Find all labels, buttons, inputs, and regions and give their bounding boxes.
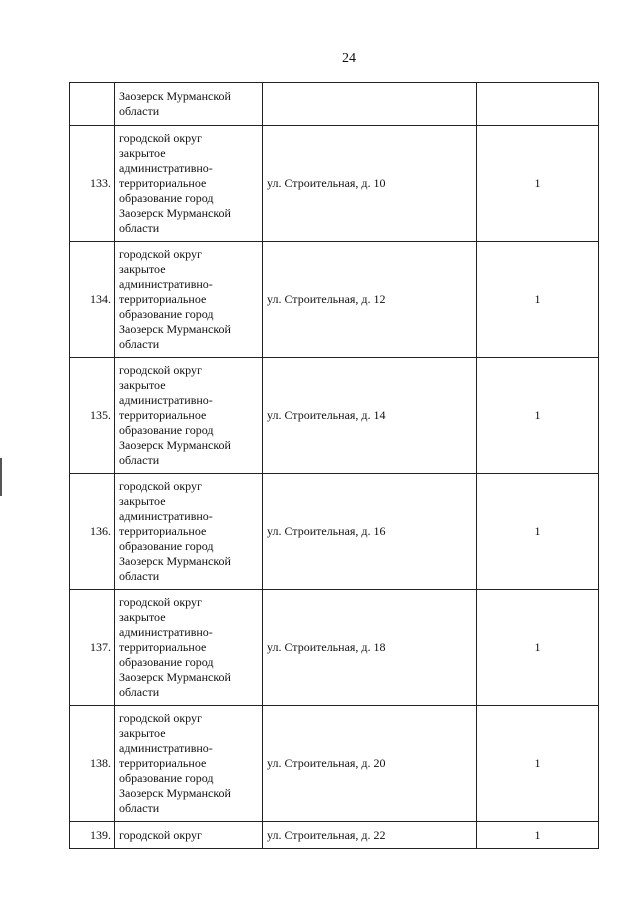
quantity-cell: 1: [477, 590, 599, 706]
municipality-line: образование город: [119, 655, 214, 669]
municipality-line: административно-: [119, 277, 213, 291]
quantity-cell: 1: [477, 242, 599, 358]
table-row: [70, 706, 599, 822]
municipality-cell: [115, 83, 263, 126]
municipality-line: городской округ: [119, 827, 202, 842]
municipality-line: административно-: [119, 161, 213, 175]
row-number-cell: 135.: [70, 358, 115, 474]
municipality-line: образование город: [119, 423, 214, 437]
address-cell: ул. Строительная, д. 20: [263, 706, 477, 822]
row-number-cell: 137.: [70, 590, 115, 706]
municipality-line: Заозерск Мурманской: [119, 670, 231, 684]
municipality-line: административно-: [119, 741, 213, 755]
municipality-line: Заозерск Мурманской: [119, 206, 231, 220]
municipality-line: Заозерск Мурманской: [119, 322, 231, 336]
municipality-line: Заозерск Мурманской: [119, 89, 231, 103]
municipality-cell: [115, 126, 263, 242]
row-number-cell: 133.: [70, 126, 115, 242]
municipality-line: области: [119, 685, 160, 699]
municipality-line: территориальное: [119, 756, 207, 770]
municipality-line: территориальное: [119, 524, 207, 538]
quantity-cell: [477, 83, 599, 126]
municipality-line: закрытое: [119, 494, 166, 508]
municipality-line: образование город: [119, 307, 214, 321]
page-number: 24: [342, 51, 356, 66]
address-cell: ул. Строительная, д. 10: [263, 126, 477, 242]
table-row: [70, 126, 599, 242]
municipality-line: области: [119, 337, 160, 351]
municipality-line: закрытое: [119, 378, 166, 392]
table-row: [70, 242, 599, 358]
address-cell: ул. Строительная, д. 22: [263, 822, 477, 849]
municipality-line: территориальное: [119, 292, 207, 306]
table-row: [70, 590, 599, 706]
municipality-line: области: [119, 221, 160, 235]
municipality-line: городской округ: [119, 595, 202, 609]
municipality-line: закрытое: [119, 610, 166, 624]
table-row-last: [70, 822, 599, 849]
table-row: [70, 474, 599, 590]
address-cell: [263, 83, 477, 126]
municipality-line: образование город: [119, 539, 214, 553]
address-cell: ул. Строительная, д. 16: [263, 474, 477, 590]
municipality-cell: [115, 822, 263, 849]
municipality-line: области: [119, 569, 160, 583]
municipality-line: области: [119, 801, 160, 815]
municipality-line: образование город: [119, 771, 214, 785]
municipality-line: Заозерск Мурманской: [119, 438, 231, 452]
address-cell: ул. Строительная, д. 14: [263, 358, 477, 474]
municipality-cell: [115, 590, 263, 706]
row-number-cell: 136.: [70, 474, 115, 590]
municipality-line: области: [119, 453, 160, 467]
municipality-line: административно-: [119, 509, 213, 523]
registry-table-body: [70, 83, 599, 849]
table-row: [70, 358, 599, 474]
row-number-cell: 134.: [70, 242, 115, 358]
municipality-line: территориальное: [119, 408, 207, 422]
row-number-cell: [70, 83, 115, 126]
municipality-line: закрытое: [119, 726, 166, 740]
municipality-cell: [115, 358, 263, 474]
row-number-cell: 138.: [70, 706, 115, 822]
municipality-line: Заозерск Мурманской: [119, 786, 231, 800]
municipality-line: городской округ: [119, 363, 202, 377]
address-cell: ул. Строительная, д. 12: [263, 242, 477, 358]
municipality-line: территориальное: [119, 176, 207, 190]
municipality-line: образование город: [119, 191, 214, 205]
municipality-line: административно-: [119, 625, 213, 639]
municipality-line: городской округ: [119, 479, 202, 493]
quantity-cell: 1: [477, 126, 599, 242]
municipality-line: территориальное: [119, 640, 207, 654]
quantity-cell: 1: [477, 474, 599, 590]
municipality-line: Заозерск Мурманской: [119, 554, 231, 568]
municipality-cell: [115, 242, 263, 358]
municipality-line: области: [119, 104, 160, 118]
municipality-line: закрытое: [119, 262, 166, 276]
municipality-line: городской округ: [119, 711, 202, 725]
municipality-line: закрытое: [119, 146, 166, 160]
municipality-line: городской округ: [119, 131, 202, 145]
quantity-cell: 1: [477, 358, 599, 474]
quantity-cell: 1: [477, 822, 599, 849]
municipality-line: административно-: [119, 393, 213, 407]
scan-edge-mark: [0, 458, 2, 496]
quantity-cell: 1: [477, 706, 599, 822]
municipality-cell: [115, 706, 263, 822]
row-number-cell: 139.: [70, 822, 115, 849]
registry-table: [69, 82, 599, 849]
table-row-continuation: [70, 83, 599, 126]
municipality-cell: [115, 474, 263, 590]
municipality-line: городской округ: [119, 247, 202, 261]
address-cell: ул. Строительная, д. 18: [263, 590, 477, 706]
